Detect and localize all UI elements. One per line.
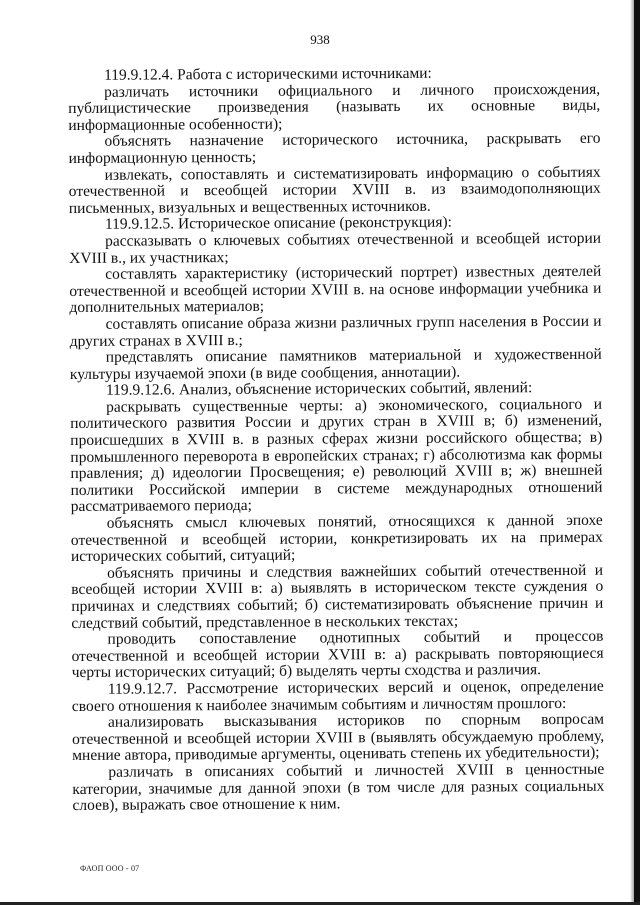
page-number: 938 [310, 32, 330, 47]
section-heading: 119.9.12.7. Рассмотрение исторических версий и оценок, определение своего отношения к наиболее значимым событиям и личностям прошлого: [71, 677, 604, 715]
list-item: представлять описание памятников материальной и художественной культуры изучаемой эпохи (в виде сообщения, аннотации). [69, 345, 602, 383]
list-item: рассказывать о ключевых событиях отечественной и всеобщей истории XVIII в., их участниках; [69, 229, 602, 267]
list-item: анализировать высказывания историков по спорным вопросам отечественной и всеобщей истории XVIII в (выявлять обсуждаемую проблему, мнение автора, приводимые аргументы, оценивать степень их убедительности); [72, 710, 605, 765]
list-item: составлять описание образа жизни различных групп населения в России и других странах в XVIII в.; [69, 312, 602, 350]
footer-document-code: ФАОП ООО - 07 [80, 864, 140, 873]
document-body [68, 65, 605, 815]
section-heading: 119.9.12.6. Анализ, объяснение исторических событий, явлений: [105, 379, 533, 400]
list-item: извлекать, сопоставлять и систематизировать информацию о событиях отечественной и всеобщей истории XVIII в. из взаимодополняющих письменных, визуальных и вещественных источников. [68, 163, 601, 217]
list-item: проводить сопоставление однотипных событий и процессов отечественной и всеобщей истории XVIII в: а) раскрывать повторяющиеся черты исторических ситуаций; б) выделять черты сходства и различия. [71, 627, 604, 682]
list-item: различать в описаниях событий и личностей XVIII в ценностные категории, значимые для данной эпохи (в том числе для разных социальных слоев), выражать свое отношение к ним. [72, 760, 605, 815]
list-item: различать источники официального и личного происхождения, публицистические произведения (называть их основные виды, информационные особенности); [68, 80, 601, 134]
section-heading: 119.9.12.5. Историческое описание (реконструкция): [104, 214, 452, 234]
list-item: объяснять причины и следствия важнейших событий отечественной и всеобщей истории XVIII в: а) выявлять в историческом тексте суждения о причинах и следствиях событий; б) систематизировать объяснение причин и следствий событий, представленное в нескольких текстах; [71, 561, 604, 632]
list-item: объяснять назначение исторического источника, раскрывать его информационную ценность; [68, 130, 601, 167]
list-item: составлять характеристику (исторический портрет) известных деятелей отечественной и всеобщей истории XVIII в. на основе информации учебника и дополнительных материалов; [69, 262, 602, 317]
list-item: объяснять смысл ключевых понятий, относящихся к данной эпохе отечественной и всеобщей истории, конкретизировать их на примерах исторических событий, ситуаций; [70, 511, 603, 566]
scan-edge-right [634, 0, 640, 905]
list-item: раскрывать существенные черты: а) экономического, социального и политического развития России и других стран в XVIII в; б) изменений, происшедших в XVIII в. в разных сферах жизни российского общества; в) промышленного переворота в европейских странах; г) абсолютизма как формы правления; д) идеологии Просвещения; е) революций XVIII в; ж) внешней политики Российской империи в системе международных отношений рассматриваемого периода; [70, 395, 603, 516]
section-heading: 119.9.12.4. Работа с историческими источниками: [103, 64, 432, 84]
